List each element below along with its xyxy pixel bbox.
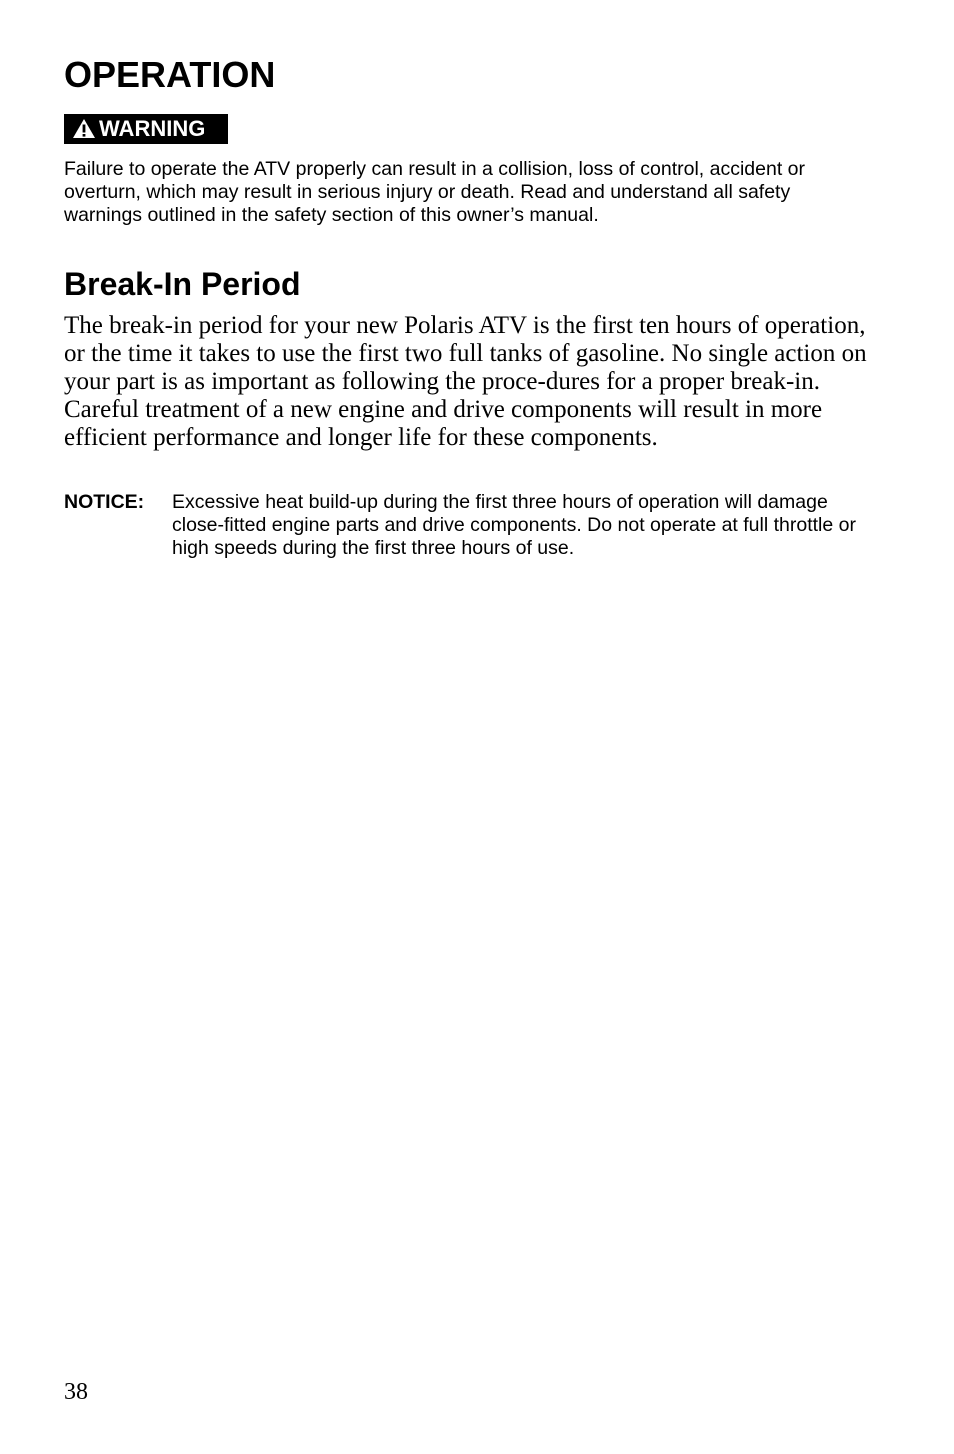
notice-block: [64, 491, 874, 560]
notice-label: NOTICE:: [64, 491, 145, 513]
warning-badge: [64, 114, 228, 144]
break-in-body-text: The break-in period for your new Polaris ATV is the first ten hours of operation, or the time it takes to use the first two full tanks of gasoline. No single action on your part is as important as following the proce-dures for a proper break-in. Careful treatment of a new engine and drive components will result in more efficient performance and longer life for these components.: [64, 312, 867, 451]
warning-triangle-icon: [72, 119, 99, 139]
section-heading-break-in: Break-In Period: [64, 266, 301, 302]
warning-label: WARNING: [99, 116, 206, 141]
warning-text: Failure to operate the ATV properly can result in a collision, loss of control, accident or overturn, which may result in serious injury or death. Read and understand all safety warnings outlined in the safety section of this owner’s manual.: [64, 158, 806, 226]
page-title: OPERATION: [64, 54, 276, 95]
notice-text: Excessive heat build-up during the first three hours of operation will damage close-fitted engine parts and drive components. Do not operate at full throttle or high speeds during the first three hours of use.: [172, 491, 856, 559]
page-number: 38: [64, 1379, 88, 1405]
